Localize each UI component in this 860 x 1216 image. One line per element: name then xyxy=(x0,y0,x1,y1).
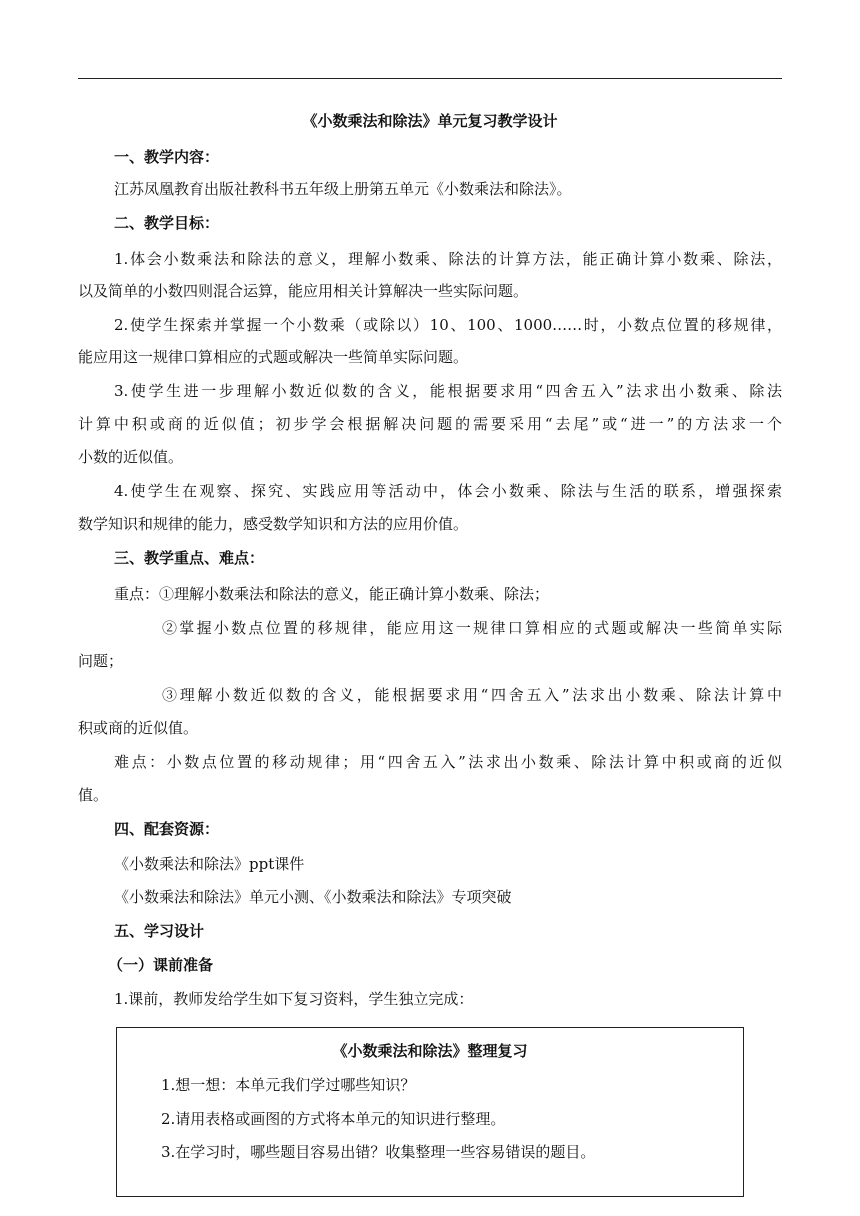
review-box-item: 2.请用表格或画图的方式将本单元的知识进行整理。 xyxy=(161,1110,506,1128)
paragraph: 《小数乘法和除法》单元小测、《小数乘法和除法》专项突破 xyxy=(114,888,512,906)
paragraph: 1.课前，教师发给学生如下复习资料，学生独立完成： xyxy=(114,990,474,1008)
paragraph: 数学知识和规律的能力，感受数学知识和方法的应用价值。 xyxy=(78,515,469,533)
paragraph: 《小数乘法和除法》ppt课件 xyxy=(114,855,305,873)
section-heading-learning-design: 五、学习设计 xyxy=(114,922,205,940)
paragraph: 值。 xyxy=(78,786,109,804)
paragraph: 1.体会小数乘法和除法的意义，理解小数乘、除法的计算方法，能正确计算小数乘、除法， xyxy=(114,250,782,268)
section-heading-goals: 二、教学目标： xyxy=(114,214,220,232)
document-title: 《小数乘法和除法》单元复习教学设计 xyxy=(302,112,558,130)
review-box-item: 3.在学习时，哪些题目容易出错？收集整理一些容易错误的题目。 xyxy=(161,1143,596,1161)
paragraph: 难点：小数点位置的移动规律；用“四舍五入”法求出小数乘、除法计算中积或商的近似 xyxy=(114,753,782,771)
paragraph: 问题； xyxy=(78,652,124,670)
paragraph: 小数的近似值。 xyxy=(78,448,184,466)
paragraph: 2.使学生探索并掌握一个小数乘（或除以）10、100、1000……时，小数点位置的移规律， xyxy=(114,316,782,334)
paragraph: 4.使学生在观察、探究、实践应用等活动中，体会小数乘、除法与生活的联系，增强探索 xyxy=(114,482,782,500)
paragraph: 以及简单的小数四则混合运算，能应用相关计算解决一些实际问题。 xyxy=(78,282,529,300)
paragraph: ②掌握小数点位置的移规律，能应用这一规律口算相应的式题或解决一些简单实际 xyxy=(162,619,782,637)
paragraph: 江苏凤凰教育出版社教科书五年级上册第五单元《小数乘法和除法》。 xyxy=(114,180,572,198)
section-heading-resources: 四、配套资源： xyxy=(114,820,220,838)
review-box-title: 《小数乘法和除法》整理复习 xyxy=(332,1042,528,1060)
paragraph: 3.使学生进一步理解小数近似数的含义，能根据要求用“四舍五入”法求出小数乘、除法 xyxy=(114,382,782,400)
paragraph: ③理解小数近似数的含义，能根据要求用“四舍五入”法求出小数乘、除法计算中 xyxy=(162,686,782,704)
section-heading-content: 一、教学内容： xyxy=(114,148,220,166)
paragraph: 计算中积或商的近似值；初步学会根据解决问题的需要采用“去尾”或“进一”的方法求一个 xyxy=(78,415,782,433)
section-heading-key-points: 三、教学重点、难点： xyxy=(114,549,265,567)
review-box xyxy=(116,1027,744,1197)
paragraph: 积或商的近似值。 xyxy=(78,719,199,737)
header-rule xyxy=(78,78,782,79)
paragraph: 重点：①理解小数乘法和除法的意义，能正确计算小数乘、除法； xyxy=(114,585,550,603)
paragraph: 能应用这一规律口算相应的式题或解决一些简单实际问题。 xyxy=(78,348,469,366)
review-box-item: 1.想一想：本单元我们学过哪些知识？ xyxy=(161,1076,416,1094)
subsection-heading: （一）课前准备 xyxy=(108,956,214,974)
